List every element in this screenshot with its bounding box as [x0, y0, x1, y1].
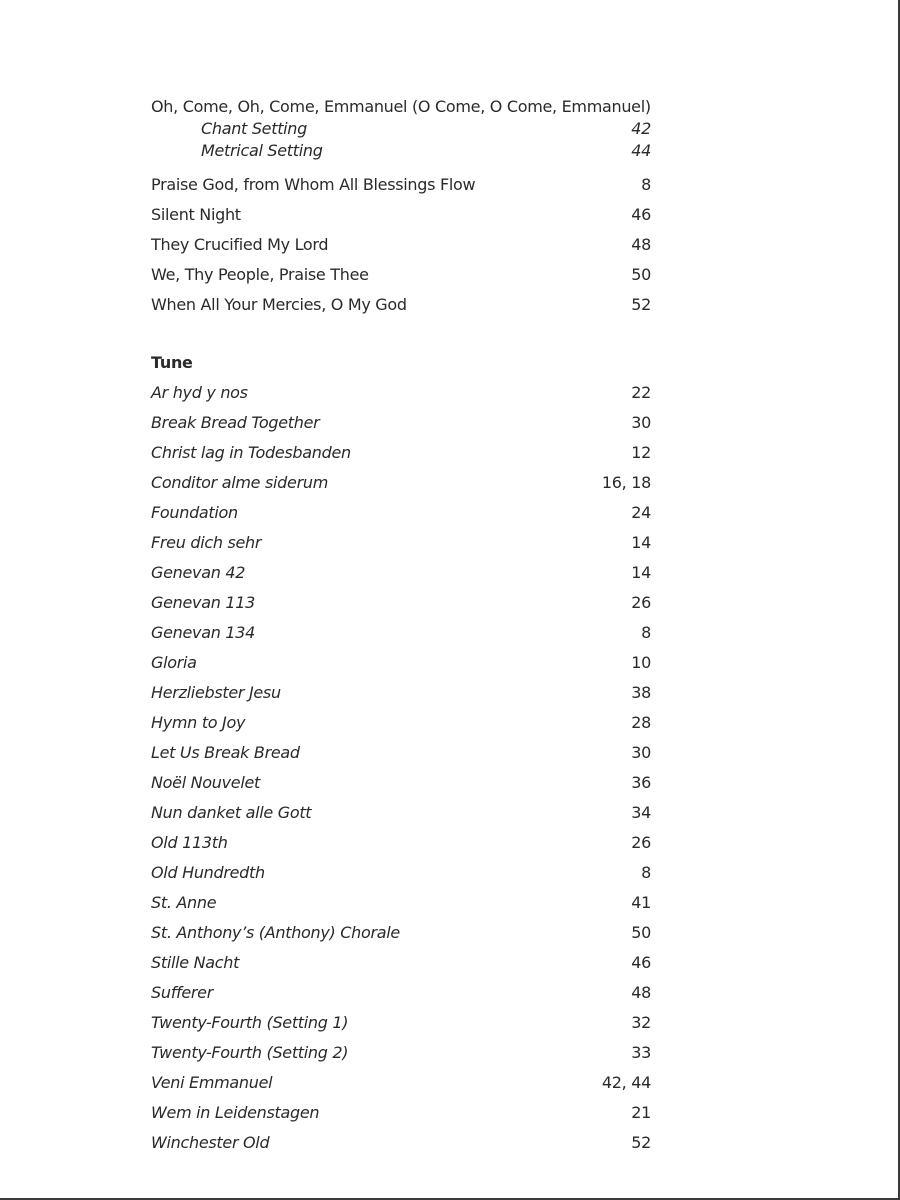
page-number: 52: [631, 295, 651, 314]
tune-entry: [151, 498, 651, 528]
tune-title: Freu dich sehr: [151, 533, 262, 552]
index-entry: [151, 170, 651, 200]
page-number: 14: [631, 533, 651, 552]
tune-entry: [151, 438, 651, 468]
tune-title: Let Us Break Bread: [151, 743, 300, 762]
section-spacer: [151, 320, 651, 348]
page-number: 36: [631, 773, 651, 792]
page-number: 8: [641, 623, 651, 642]
tune-entry: [151, 978, 651, 1008]
index-entry: [151, 230, 651, 260]
hymn-index: [151, 96, 651, 1158]
entry-title: Praise God, from Whom All Blessings Flow: [151, 175, 476, 194]
entry-title: Silent Night: [151, 205, 241, 224]
tune-title: Winchester Old: [151, 1133, 270, 1152]
page-number: 16, 18: [601, 473, 651, 492]
page-number: 24: [631, 503, 651, 522]
tune-entry: [151, 1008, 651, 1038]
tune-entry: [151, 468, 651, 498]
page-number: 21: [631, 1103, 651, 1122]
page-number: 26: [631, 833, 651, 852]
tune-entry: [151, 378, 651, 408]
tune-title: Genevan 134: [151, 623, 255, 642]
tune-list: [151, 378, 651, 1158]
tune-title: Ar hyd y nos: [151, 383, 248, 402]
tune-title: Genevan 42: [151, 563, 246, 582]
entry-title: They Crucified My Lord: [151, 235, 329, 254]
tune-title: Old 113th: [151, 833, 228, 852]
page-number: 44: [631, 141, 651, 160]
tune-entry: [151, 408, 651, 438]
page-number: 30: [631, 413, 651, 432]
page-number: 12: [631, 443, 651, 462]
tune-entry: [151, 1098, 651, 1128]
tune-title: Wem in Leidenstagen: [151, 1103, 320, 1122]
subentry-title: Chant Setting: [201, 119, 308, 138]
entry-title: When All Your Mercies, O My God: [151, 295, 407, 314]
tune-entry: [151, 768, 651, 798]
tune-title: Foundation: [151, 503, 238, 522]
tune-title: Noël Nouvelet: [151, 773, 261, 792]
tune-title: St. Anne: [151, 893, 217, 912]
page-number: 46: [631, 205, 651, 224]
tune-entry: [151, 918, 651, 948]
tune-title: Old Hundredth: [151, 863, 265, 882]
index-entry: [151, 200, 651, 230]
index-subentry: [151, 140, 651, 162]
tune-title: Genevan 113: [151, 593, 255, 612]
tune-title: Hymn to Joy: [151, 713, 246, 732]
page-number: 42: [631, 119, 651, 138]
tune-entry: [151, 888, 651, 918]
page-number: 34: [631, 803, 651, 822]
entry-title: We, Thy People, Praise Thee: [151, 265, 369, 284]
tune-entry: [151, 738, 651, 768]
tune-entry: [151, 1128, 651, 1158]
page-number: 8: [641, 863, 651, 882]
page-number: 50: [631, 265, 651, 284]
index-entry: [151, 260, 651, 290]
tune-title: Twenty-Fourth (Setting 2): [151, 1043, 349, 1062]
tune-entry: [151, 708, 651, 738]
page-number: 22: [631, 383, 651, 402]
page-number: 14: [631, 563, 651, 582]
page-number: 48: [631, 983, 651, 1002]
tune-entry: [151, 528, 651, 558]
page-number: 28: [631, 713, 651, 732]
index-entry-oh-come: [151, 96, 651, 118]
tune-entry: [151, 828, 651, 858]
tune-section-heading: Tune: [151, 353, 193, 372]
tune-title: Nun danket alle Gott: [151, 803, 312, 822]
page-number: 38: [631, 683, 651, 702]
tune-entry: [151, 588, 651, 618]
page-number: 32: [631, 1013, 651, 1032]
index-subentry: [151, 118, 651, 140]
page-number: 26: [631, 593, 651, 612]
page-number: 46: [631, 953, 651, 972]
subentry-title: Metrical Setting: [201, 141, 323, 160]
tune-entry: [151, 618, 651, 648]
tune-entry: [151, 798, 651, 828]
entry-title: Oh, Come, Oh, Come, Emmanuel (O Come, O Come, Emmanuel): [151, 97, 651, 116]
tune-title: Herzliebster Jesu: [151, 683, 281, 702]
tune-entry: [151, 648, 651, 678]
page-number: 52: [631, 1133, 651, 1152]
tune-title: Veni Emmanuel: [151, 1073, 273, 1092]
page-number: 50: [631, 923, 651, 942]
tune-title: Conditor alme siderum: [151, 473, 328, 492]
page-number: 41: [631, 893, 651, 912]
tune-entry: [151, 858, 651, 888]
page-number: 30: [631, 743, 651, 762]
page-number: 33: [631, 1043, 651, 1062]
tune-entry: [151, 948, 651, 978]
tune-entry: [151, 558, 651, 588]
tune-entry: [151, 678, 651, 708]
tune-title: St. Anthony’s (Anthony) Chorale: [151, 923, 400, 942]
tune-title: Sufferer: [151, 983, 214, 1002]
tune-entry: [151, 1068, 651, 1098]
page-number: 48: [631, 235, 651, 254]
tune-entry: [151, 1038, 651, 1068]
tune-title: Gloria: [151, 653, 197, 672]
index-entry: [151, 290, 651, 320]
page-number: 8: [641, 175, 651, 194]
page-number: 10: [631, 653, 651, 672]
tune-title: Twenty-Fourth (Setting 1): [151, 1013, 349, 1032]
tune-title: Christ lag in Todesbanden: [151, 443, 351, 462]
page-number: 42, 44: [601, 1073, 651, 1092]
tune-title: Break Bread Together: [151, 413, 320, 432]
tune-title: Stille Nacht: [151, 953, 240, 972]
